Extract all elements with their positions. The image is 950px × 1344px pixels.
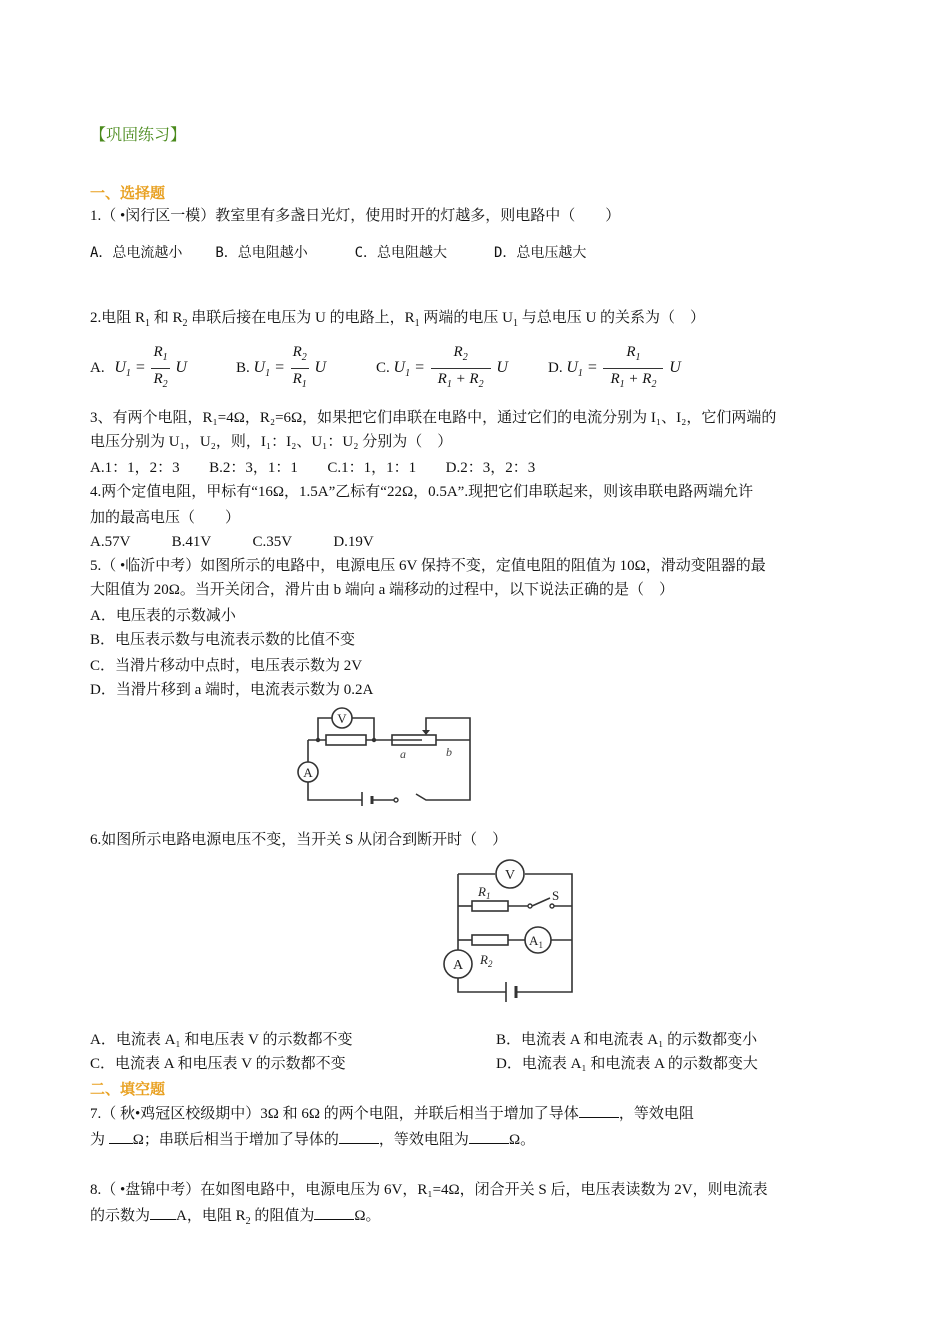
q7-blank-4: [469, 1129, 509, 1144]
q6-voltmeter-icon: [496, 860, 524, 888]
q7-line1: 7.（ 秋•鸡冠区校级期中）3Ω 和 6Ω 的两个电阻，并联后相当于增加了导体 ，等效电阻: [90, 1102, 694, 1126]
q1-option-d: D．总电压越大: [493, 245, 587, 261]
q7-blank-2: [109, 1129, 133, 1144]
q4-options: [90, 530, 374, 554]
q4-option-a: A.57V: [90, 534, 131, 550]
q3-line2: 电压分别为 U₁，U₂，则，I₁：I₂、U₁：U₂ 分别为（ ）: [90, 434, 453, 450]
q3-line1: 3、有两个电阻，R₁=4Ω，R₂=6Ω，如果把它们串联在电路中，通过它们的电流分别为 I₁、I₂，它们两端的: [90, 410, 777, 426]
q2-option-d: D. $U_1$ = $\frac{R_1}{R_1 + R_2}$ U: [548, 344, 681, 390]
q8-blank-2: [314, 1205, 354, 1220]
q5-option-c: C．当滑片移动中点时，电压表示数为 2V: [90, 658, 363, 674]
q5-option-d: D．当滑片移到 a 端时，电流表示数为 0.2A: [90, 682, 374, 698]
q5-end-a-label: a: [400, 747, 406, 761]
q3-options: [90, 456, 535, 480]
q4-line2: 加的最高电压（ ）: [90, 510, 241, 526]
q6-option-b: B．电流表 A 和电流表 A₁ 的示数都变小: [496, 1032, 758, 1048]
q6-circuit-diagram: [440, 852, 580, 1004]
q5-line2: 大阻值为 20Ω。当开关闭合，滑片由 b 端向 a 端移动的过程中，以下说法正确的是（ ）: [90, 582, 675, 598]
q1-option-b: B．总电阻越小: [215, 245, 308, 261]
section-fill-title: 二、填空题: [90, 1082, 166, 1098]
q1-option-c: C．总电阻越大: [354, 245, 448, 261]
q2-stem: 2.电阻 $R_1$ 和 $R_2$ 串联后接在电压为 U 的电路上，$R_1$ 两端的电压 $U_1$ 与总电压 U 的关系为（ ）: [90, 310, 706, 329]
q5-option-b: B．电压表示数与电流表示数的比值不变: [90, 632, 356, 648]
q4-option-d: D.19V: [333, 534, 374, 550]
q7-blank-3: [339, 1129, 379, 1144]
q7-line2: 为 Ω；串联后相当于增加了导体的 ，等效电阻为 Ω。: [90, 1128, 535, 1152]
svg-text:V: V: [504, 868, 516, 883]
svg-text:A: A: [303, 765, 313, 780]
q6-ammeter-a1-icon: [525, 927, 551, 953]
q6-option-c: C．电流表 A 和电压表 V 的示数都不变: [90, 1056, 346, 1072]
q5-circuit-diagram: [290, 706, 480, 806]
q1-options: [90, 242, 586, 262]
q3-option-d: D.2：3，2：3: [445, 460, 536, 476]
q2-option-a: A. $U_1$ = $\frac{R_1}{R_2}$ U: [90, 344, 187, 390]
q6-ammeter-icon: [444, 950, 472, 978]
page-title: 【巩固练习】: [90, 127, 187, 144]
q8-line1: 8.（ •盘锦中考）在如图电路中，电源电压为 6V，R₁=4Ω，闭合开关 S 后，电压表读数为 2V，则电流表: [90, 1182, 768, 1198]
q6-stem: 6.如图所示电路电源电压不变，当开关 S 从闭合到断开时（ ）: [90, 832, 508, 848]
q6-r1-label: $R_1$: [478, 884, 491, 901]
q4-option-c: C.35V: [252, 534, 292, 550]
q6-r2-label: $R_2$: [480, 952, 493, 969]
q8-blank-1: [150, 1205, 176, 1220]
q6-switch-label: S: [552, 888, 560, 903]
q2-option-b: B. $U_1$ = $\frac{R_2}{R_1}$ U: [236, 344, 327, 390]
q5-ammeter-icon: [298, 762, 318, 782]
q3-option-c: C.1：1，1：1: [327, 460, 417, 476]
q6-option-a: A．电流表 A₁ 和电压表 V 的示数都不变: [90, 1032, 353, 1048]
svg-text:V: V: [337, 711, 347, 726]
q3-option-a: A.1：1，2：3: [90, 460, 180, 476]
q5-option-a: A．电压表的示数减小: [90, 608, 236, 624]
q5-voltmeter-icon: [332, 708, 352, 728]
section-choice-title: 一、选择题: [90, 186, 166, 202]
q2-option-c: C. $U_1$ = $\frac{R_2}{R_1 + R_2}$ U: [376, 344, 508, 390]
svg-text:A: A: [452, 958, 464, 973]
q1-option-a: A．总电流越小: [90, 245, 183, 261]
q5-line1: 5.（ •临沂中考）如图所示的电路中，电源电压 6V 保持不变，定值电阻的阻值为 10Ω，滑动变阻器的最: [90, 558, 766, 574]
q5-end-b-label: b: [446, 745, 452, 759]
svg-text:A1: $A_1$: [529, 933, 543, 950]
q1-stem: 1.（ •闵行区一模）教室里有多盏日光灯，使用时开的灯越多，则电路中（ ）: [90, 208, 621, 224]
q8-line2: 的示数为 A，电阻 $R_2$ 的阻值为 Ω。: [90, 1204, 381, 1234]
q3-option-b: B.2：3，1：1: [209, 460, 298, 476]
q6-option-d: D．电流表 A₁ 和电流表 A 的示数都变大: [496, 1056, 758, 1072]
q4-option-b: B.41V: [171, 534, 211, 550]
q7-blank-1: [579, 1103, 619, 1118]
q4-line1: 4.两个定值电阻，甲标有“16Ω，1.5A”乙标有“22Ω，0.5A”.现把它们串联起来，则该串联电路两端允许: [90, 484, 754, 500]
